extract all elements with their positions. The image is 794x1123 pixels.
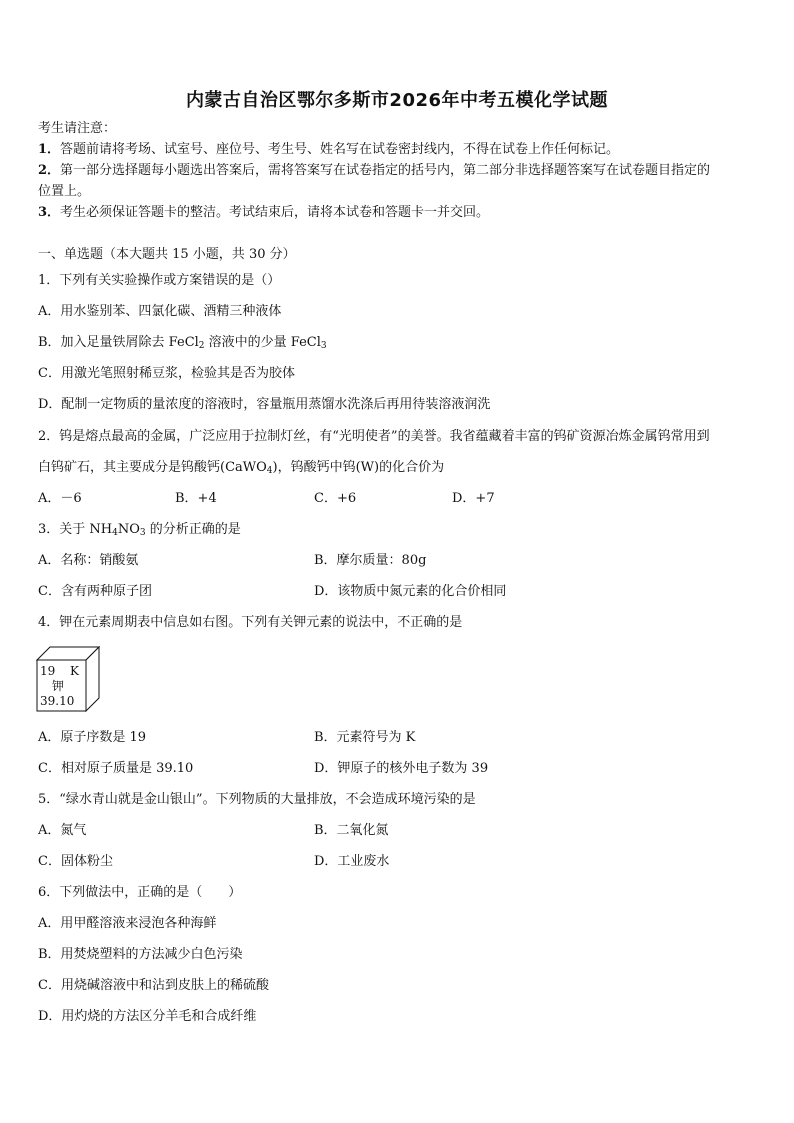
q5-option-b: B．二氧化氮 <box>314 823 389 838</box>
q4-stem: 4．钾在元素周期表中信息如右图。下列有关钾元素的说法中，不正确的是 <box>38 615 463 630</box>
section-heading: 一、单选题（本大题共 15 小题，共 30 分） <box>38 247 296 262</box>
q4-option-b: B．元素符号为 K <box>314 730 416 745</box>
notice-header: 考生请注意： <box>38 121 117 136</box>
q6-option-b: B．用焚烧塑料的方法减少白色污染 <box>38 947 243 962</box>
q2-stem: 2．钨是熔点最高的金属，广泛应用于拉制灯丝，有“光明使者”的美誉。我省蕴藏着丰富的钨矿资源冶炼金属钨常用到 <box>38 429 710 444</box>
q5-option-a: A．氮气 <box>38 823 87 838</box>
element-card-potassium <box>36 646 102 712</box>
q1-option-d: D．配制一定物质的量浓度的溶液时，容量瓶用蒸馏水洗涤后再用待装溶液润洗 <box>38 397 491 412</box>
element-name: 钾 <box>52 679 65 693</box>
q3-option-b: B．摩尔质量：80g <box>314 553 427 568</box>
q6-option-a: A．用甲醛溶液来浸泡各种海鲜 <box>38 916 217 931</box>
notice-item: 1．答题前请将考场、试室号、座位号、考生号、姓名写在试卷密封线内，不得在试卷上作任何标记。 <box>38 142 620 157</box>
notice-item: 2．第一部分选择题每小题选出答案后，需将答案写在试卷指定的括号内，第二部分非选择题答案写在试卷题目指定的 <box>38 163 711 178</box>
q6-stem: 6．下列做法中，正确的是（ ） <box>38 885 242 900</box>
q2-option-b: B．+4 <box>175 491 217 506</box>
q3-option-c: C．含有两种原子团 <box>38 584 152 599</box>
q4-option-c: C．相对原子质量是 39.10 <box>38 761 194 776</box>
q5-option-c: C．固体粉尘 <box>38 854 113 869</box>
q2-option-d: D．+7 <box>452 491 495 506</box>
q1-option-b: B．加入足量铁屑除去 FeCl$_2$ 溶液中的少量 FeCl$_3$ <box>38 335 327 351</box>
q1-option-c: C．用激光笔照射稀豆浆，检验其是否为胶体 <box>38 366 295 381</box>
q2-option-a: A．－6 <box>38 491 82 506</box>
notice-item-continued: 位置上。 <box>38 184 91 199</box>
q6-option-d: D．用灼烧的方法区分羊毛和合成纤维 <box>38 1009 257 1024</box>
q5-option-d: D．工业废水 <box>314 854 390 869</box>
q3-stem: 3．关于 $NH_4NO_3$ 的分析正确的是 <box>38 522 241 538</box>
q4-option-a: A．原子序数是 19 <box>38 730 147 745</box>
q3-option-d: D．该物质中氮元素的化合价相同 <box>314 584 507 599</box>
q2-option-c: C．+6 <box>314 491 357 506</box>
atomic-number: 19 <box>40 664 56 678</box>
element-symbol: K <box>70 664 79 678</box>
q5-stem: 5．“绿水青山就是金山银山”。下列物质的大量排放，不会造成环境污染的是 <box>38 792 476 807</box>
q2-stem-continued: 白钨矿石，其主要成分是钨酸钙(CaWO$_4$)，钨酸钙中钨(W)的化合价为 <box>38 460 445 476</box>
q1-option-a: A．用水鉴别苯、四氯化碳、酒精三种液体 <box>38 304 282 319</box>
notice-item: 3．考生必须保证答题卡的整洁。考试结束后，请将本试卷和答题卡一并交回。 <box>38 205 490 220</box>
q4-option-d: D．钾原子的核外电子数为 39 <box>314 761 489 776</box>
page-title: 内蒙古自治区鄂尔多斯市2026年中考五模化学试题 <box>185 90 609 111</box>
q1-stem: 1．下列有关实验操作或方案错误的是（） <box>38 273 281 288</box>
q6-option-c: C．用烧碱溶液中和沾到皮肤上的稀硫酸 <box>38 978 269 993</box>
atomic-mass: 39.10 <box>40 694 75 708</box>
q3-option-a: A．名称：销酸氨 <box>38 553 139 568</box>
